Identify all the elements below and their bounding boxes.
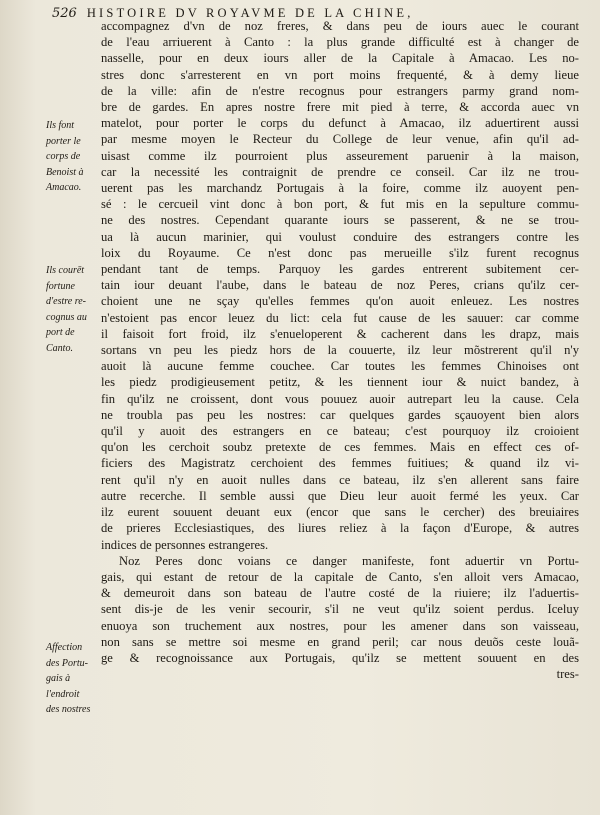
- text-line: qu'on les cerchoit soubz pretexte de ces femmes. Mais en effect ces of-: [101, 440, 579, 455]
- margin-note-line: fortune: [46, 280, 75, 292]
- margin-note-line: corps de: [46, 151, 81, 162]
- margin-note-2: [46, 263, 104, 356]
- margin-note-line: d'estre re-: [46, 296, 86, 307]
- text-line: rent qu'il n'y en auoit nulles dans ce bateau, ilz s'en allerent sans faire: [101, 472, 579, 487]
- text-line: autre recerche. Il semble aussi que Dieu leur auoit fermé les yeux. Car: [101, 488, 579, 503]
- text-line: de prieres Ecclesiastiques, des liures reliez à la façon d'Europe, & autres: [101, 521, 579, 536]
- catchword: tres-: [556, 667, 579, 682]
- text-line: qu'il y auoit des estrangers en ce bateau; c'est pourquoy ilz croioient: [101, 424, 579, 439]
- text-line: gais, qui estant de retour de la capitale de Canto, s'en alloit vers Amacao,: [101, 569, 579, 584]
- margin-note-line: porter le: [46, 135, 81, 147]
- text-line: les piedz prodigieusement petitz, & les tiennent iour & nuict bandez, à: [101, 375, 579, 390]
- text-line: Noz Peres donc voians ce danger manifeste, font aduertir vn Portu-: [119, 553, 579, 568]
- text-line: ge & recognoissance aux Portugais, qu'ilz se mettent souuent en des: [101, 650, 579, 665]
- margin-note-line: gais à: [46, 673, 71, 684]
- margin-note-line: Amacao.: [46, 182, 82, 193]
- margin-note-line: l'endroit: [46, 688, 80, 700]
- text-line: de la ville: afin de n'estre recognus pour estrangers parmy grand nom-: [101, 83, 579, 98]
- margin-note-line: Ils font: [46, 120, 75, 131]
- text-line: fin qu'ilz ne croissent, dont vous pouuez auoir autrepart leu la cause. Cela: [101, 391, 579, 406]
- margin-note-line: Canto.: [46, 342, 73, 354]
- text-line: ne des nostres. Cependant quarante iours se passerent, & ne se trou-: [101, 213, 579, 228]
- text-line: sortans vn peu les piedz hors de la couuerte, ilz leur mõstrerent qu'il n'y: [101, 343, 579, 358]
- margin-note-line: Benoist à: [46, 166, 84, 178]
- text-line: non sans se mettre soi mesme en grand peril; car nous deuõs ceste louã-: [101, 634, 579, 649]
- body-text: [101, 18, 579, 682]
- text-line: uisast comme ilz pourroient plus asseurement paruenir à la maison,: [101, 148, 579, 163]
- text-line: n'estoient pas encor leuez du lict: cela fut cause de les sauuer: car comme: [101, 310, 579, 325]
- margin-note-line: cognus au: [46, 311, 87, 323]
- text-line: ne troubla pas peu les nostres: car quelques gardes sçauoyent bien alors: [101, 407, 579, 422]
- text-line: stres donc s'arresterent en vn port moins frequenté, & à demy lieue: [101, 67, 579, 82]
- margin-note-line: Affection: [46, 642, 83, 653]
- text-line: enuoya son truchement aux nostres, pour les amener dans son vaisseau,: [101, 618, 579, 633]
- text-line: indices de personnes estrangeres.: [101, 537, 269, 552]
- page-number: 526: [52, 6, 77, 21]
- text-line: de l'eau arriuerent à Canto : la plus grande difficulté est à changer de: [101, 35, 579, 50]
- text-line: bre de gardes. En apres nostre frere mit pied à terre, & accorda auec vn: [101, 100, 579, 115]
- text-line: il faisoit fort froid, ilz s'enueloperent & cacherent dans les drapz, mais: [101, 326, 579, 341]
- text-line: car la necessité les contraignit de prendre ce conseil. Car ilz ne trou-: [101, 164, 579, 179]
- margin-note-line: des Portu-: [46, 657, 88, 669]
- text-line: tain iour deuant l'aube, dans le bateau de noz Peres, crians qu'ilz cer-: [101, 278, 579, 293]
- text-line: accompagnez d'vn de noz freres, & dans peu de iours auec le courant: [101, 19, 579, 33]
- text-line: choient une ne sçay qu'elles femmes qu'on auoit enleuez. Les nostres: [101, 294, 579, 309]
- text-line: pendant tant de temps. Parquoy les gardes entrerent subitement cer-: [101, 262, 579, 277]
- text-line: par mesme moyen le Recteur du College de leur venue, afin qu'il ad-: [101, 132, 579, 147]
- text-line: ficiers des Magistratz cerchoient des femmes fuitiues; & quand ilz vi-: [101, 456, 579, 471]
- text-line: & demeuroit dans son bateau de l'autre costé de la riuiere; ilz l'aduertis-: [101, 586, 579, 601]
- text-line: uerent pas les marchandz Portugais à la foire, comme ilz auoyent pen-: [101, 181, 579, 196]
- text-line: matelot, pour porter le corps du defunct à Amacao, ilz aduertirent aussi: [101, 116, 579, 131]
- margin-note-3: [46, 640, 104, 718]
- text-line: auoit là aucune femme couchee. Car toutes les femmes Chinoises ont: [101, 359, 579, 374]
- text-line: nasselle, pour en deux iours aller de la Capitale à Amacao. Les no-: [101, 51, 579, 66]
- margin-note-line: port de: [46, 327, 75, 338]
- text-line: ua là aucun marinier, qui voulust conduire des estrangers contre les: [101, 229, 579, 244]
- text-line: sent dis-je de les venir secourir, s'il ne veut qu'ilz soient perdus. Iceluy: [101, 602, 579, 617]
- text-line: ilz eurent souuent deuant eux (encor que sans le cercher) des breuiaires: [101, 505, 579, 520]
- margin-note-line: Ils courēt: [46, 265, 85, 276]
- margin-note-line: des nostres: [46, 704, 91, 715]
- margin-note-1: [46, 118, 104, 196]
- text-line: loix du Royaume. Ce n'est donc pas merueille s'ilz furent recognus: [101, 245, 579, 260]
- text-line: sé : le cercueil vint donc à bon port, & fut mis en la sepulture commu-: [101, 197, 579, 212]
- running-title: HISTOIRE DV ROYAVME DE LA CHINE,: [86, 6, 414, 20]
